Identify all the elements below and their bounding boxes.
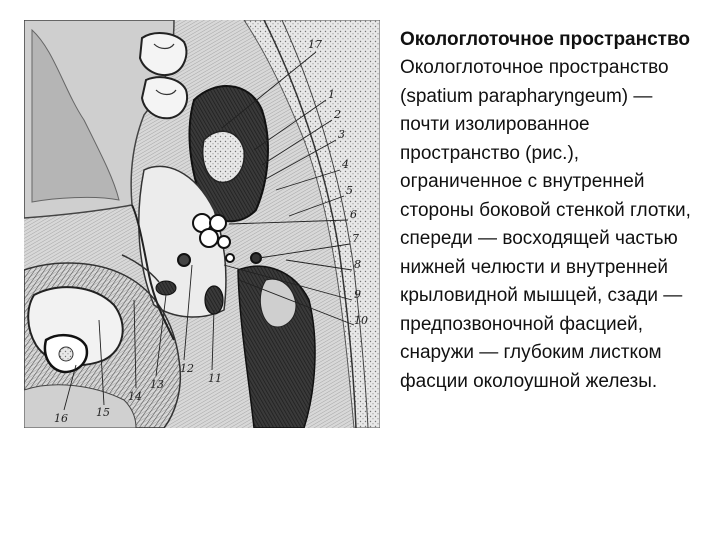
label-14: 14: [128, 390, 142, 403]
label-5: 5: [346, 184, 353, 197]
label-10: 10: [354, 314, 368, 327]
label-1: 1: [328, 88, 335, 101]
label-9: 9: [354, 288, 361, 301]
slide-title: Окологлоточное пространство: [400, 29, 691, 50]
label-3: 3: [338, 128, 345, 141]
label-15: 15: [96, 406, 110, 419]
slide-text: [400, 26, 700, 396]
label-13: 13: [150, 378, 164, 391]
label-16: 16: [54, 412, 68, 425]
label-6: 6: [350, 208, 357, 221]
label-11: 11: [208, 372, 222, 385]
label-8: 8: [354, 258, 361, 271]
label-4: 4: [342, 158, 349, 171]
label-17: 17: [308, 38, 322, 51]
label-12: 12: [180, 362, 194, 375]
vessel-dark: [205, 286, 223, 314]
slide-body: Окологлоточное пространство (spatium parapharyngeum) — почти изолированное пространство (рис.), ограниченное с внутренней стороны боковой стенкой глотки, спереди — восходящей частью нижней челюсти и внутренней крыловидной мышцей, сзади — предпозвоночной фасцией, снаружи — глубоким листком фасции околоушной железы.: [400, 57, 691, 392]
anatomical-illustration: [24, 20, 380, 428]
label-2: 2: [334, 108, 341, 121]
label-7: 7: [352, 232, 359, 245]
bone-marrow: [203, 131, 244, 182]
